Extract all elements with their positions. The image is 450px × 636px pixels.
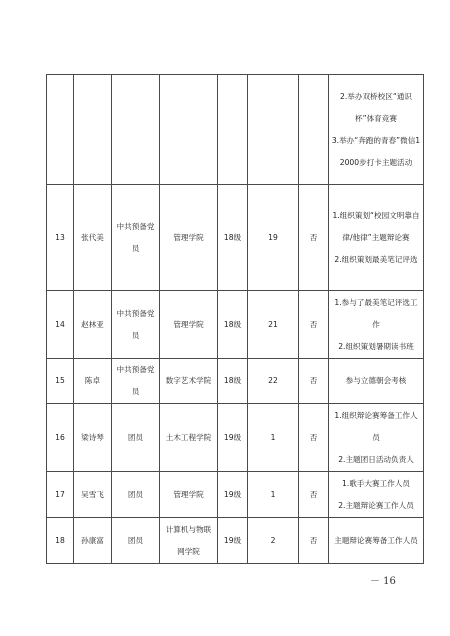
- cell-activities: [329, 404, 424, 472]
- table-row: [47, 185, 424, 291]
- cell-votes: [248, 75, 299, 185]
- cell-college: 管理学院: [160, 291, 218, 359]
- cell-name: 张代美: [74, 185, 112, 291]
- cell-college: 数字艺术学院: [160, 359, 218, 404]
- cell-name: [74, 75, 112, 185]
- activity-line: 2.主题辩论赛工作人员: [338, 500, 414, 510]
- cell-votes: 22: [248, 359, 299, 404]
- table-row: [47, 404, 424, 472]
- cell-flag: 否: [299, 472, 329, 518]
- activity-line: 1.歌手大赛工作人员: [342, 478, 410, 488]
- cell-college: 计算机与物联网学院: [160, 518, 218, 564]
- cell-political-status: 中共预备党员: [112, 359, 160, 404]
- cell-political-status: 团员: [112, 472, 160, 518]
- cell-political-status: 中共预备党员: [112, 291, 160, 359]
- cell-activities: [329, 518, 424, 564]
- cell-flag: 否: [299, 291, 329, 359]
- activity-line: 2.举办双桥校区“通识杯”体育竞赛: [340, 91, 412, 123]
- cell-political-status: 团员: [112, 518, 160, 564]
- cell-votes: 19: [248, 185, 299, 291]
- cell-flag: 否: [299, 359, 329, 404]
- cell-activities: [329, 75, 424, 185]
- activity-line: 3.举办“奔跑的青春”微信12000步打卡主题活动: [331, 135, 421, 167]
- table-row: [47, 75, 424, 185]
- cell-college: 管理学院: [160, 472, 218, 518]
- activity-line: 主题辩论赛筹备工作人员: [334, 535, 418, 545]
- activity-line: 参与立德朝会考核: [345, 376, 407, 385]
- activity-line: 2.主题团日活动负责人: [338, 454, 414, 464]
- cell-flag: 否: [299, 185, 329, 291]
- cell-no: 17: [47, 472, 74, 518]
- member-table: [46, 74, 424, 564]
- activity-line: 2.组织策划暑期读书班: [338, 341, 414, 351]
- page-number: － 16: [370, 576, 396, 587]
- cell-college: [160, 75, 218, 185]
- cell-grade: 19级: [218, 518, 248, 564]
- cell-name: 孙康富: [74, 518, 112, 564]
- cell-grade: 18级: [218, 291, 248, 359]
- table-row: [47, 518, 424, 564]
- cell-activities: [329, 291, 424, 359]
- cell-no: 18: [47, 518, 74, 564]
- cell-votes: 21: [248, 291, 299, 359]
- cell-college: 土木工程学院: [160, 404, 218, 472]
- cell-name: 赵林亚: [74, 291, 112, 359]
- cell-college: 管理学院: [160, 185, 218, 291]
- cell-grade: 18级: [218, 359, 248, 404]
- cell-no: 14: [47, 291, 74, 359]
- table-row: [47, 472, 424, 518]
- cell-no: 16: [47, 404, 74, 472]
- cell-votes: 2: [248, 518, 299, 564]
- cell-flag: 否: [299, 404, 329, 472]
- cell-activities: [329, 185, 424, 291]
- activity-line: 1.组织辩论赛筹备工作人员: [334, 410, 418, 442]
- cell-votes: 1: [248, 472, 299, 518]
- table-row: [47, 291, 424, 359]
- cell-grade: 19级: [218, 404, 248, 472]
- cell-grade: [218, 75, 248, 185]
- cell-no: 15: [47, 359, 74, 404]
- table-row: [47, 359, 424, 404]
- cell-no: [47, 75, 74, 185]
- cell-flag: [299, 75, 329, 185]
- cell-grade: 18级: [218, 185, 248, 291]
- activity-line: 1.组织策划“校园文明靠自律/他律”主题辩论赛: [332, 210, 420, 242]
- activity-line: 2.组织策划最美笔记评选: [334, 254, 418, 264]
- cell-political-status: 团员: [112, 404, 160, 472]
- activity-line: 1.参与了最美笔记评选工作: [334, 297, 418, 329]
- cell-political-status: 中共预备党员: [112, 185, 160, 291]
- cell-name: 梁诗琴: [74, 404, 112, 472]
- cell-activities: [329, 359, 424, 404]
- cell-flag: 否: [299, 518, 329, 564]
- cell-political-status: [112, 75, 160, 185]
- cell-name: 吴雪飞: [74, 472, 112, 518]
- cell-votes: 1: [248, 404, 299, 472]
- cell-name: 陈卓: [74, 359, 112, 404]
- cell-no: 13: [47, 185, 74, 291]
- cell-grade: 19级: [218, 472, 248, 518]
- cell-activities: [329, 472, 424, 518]
